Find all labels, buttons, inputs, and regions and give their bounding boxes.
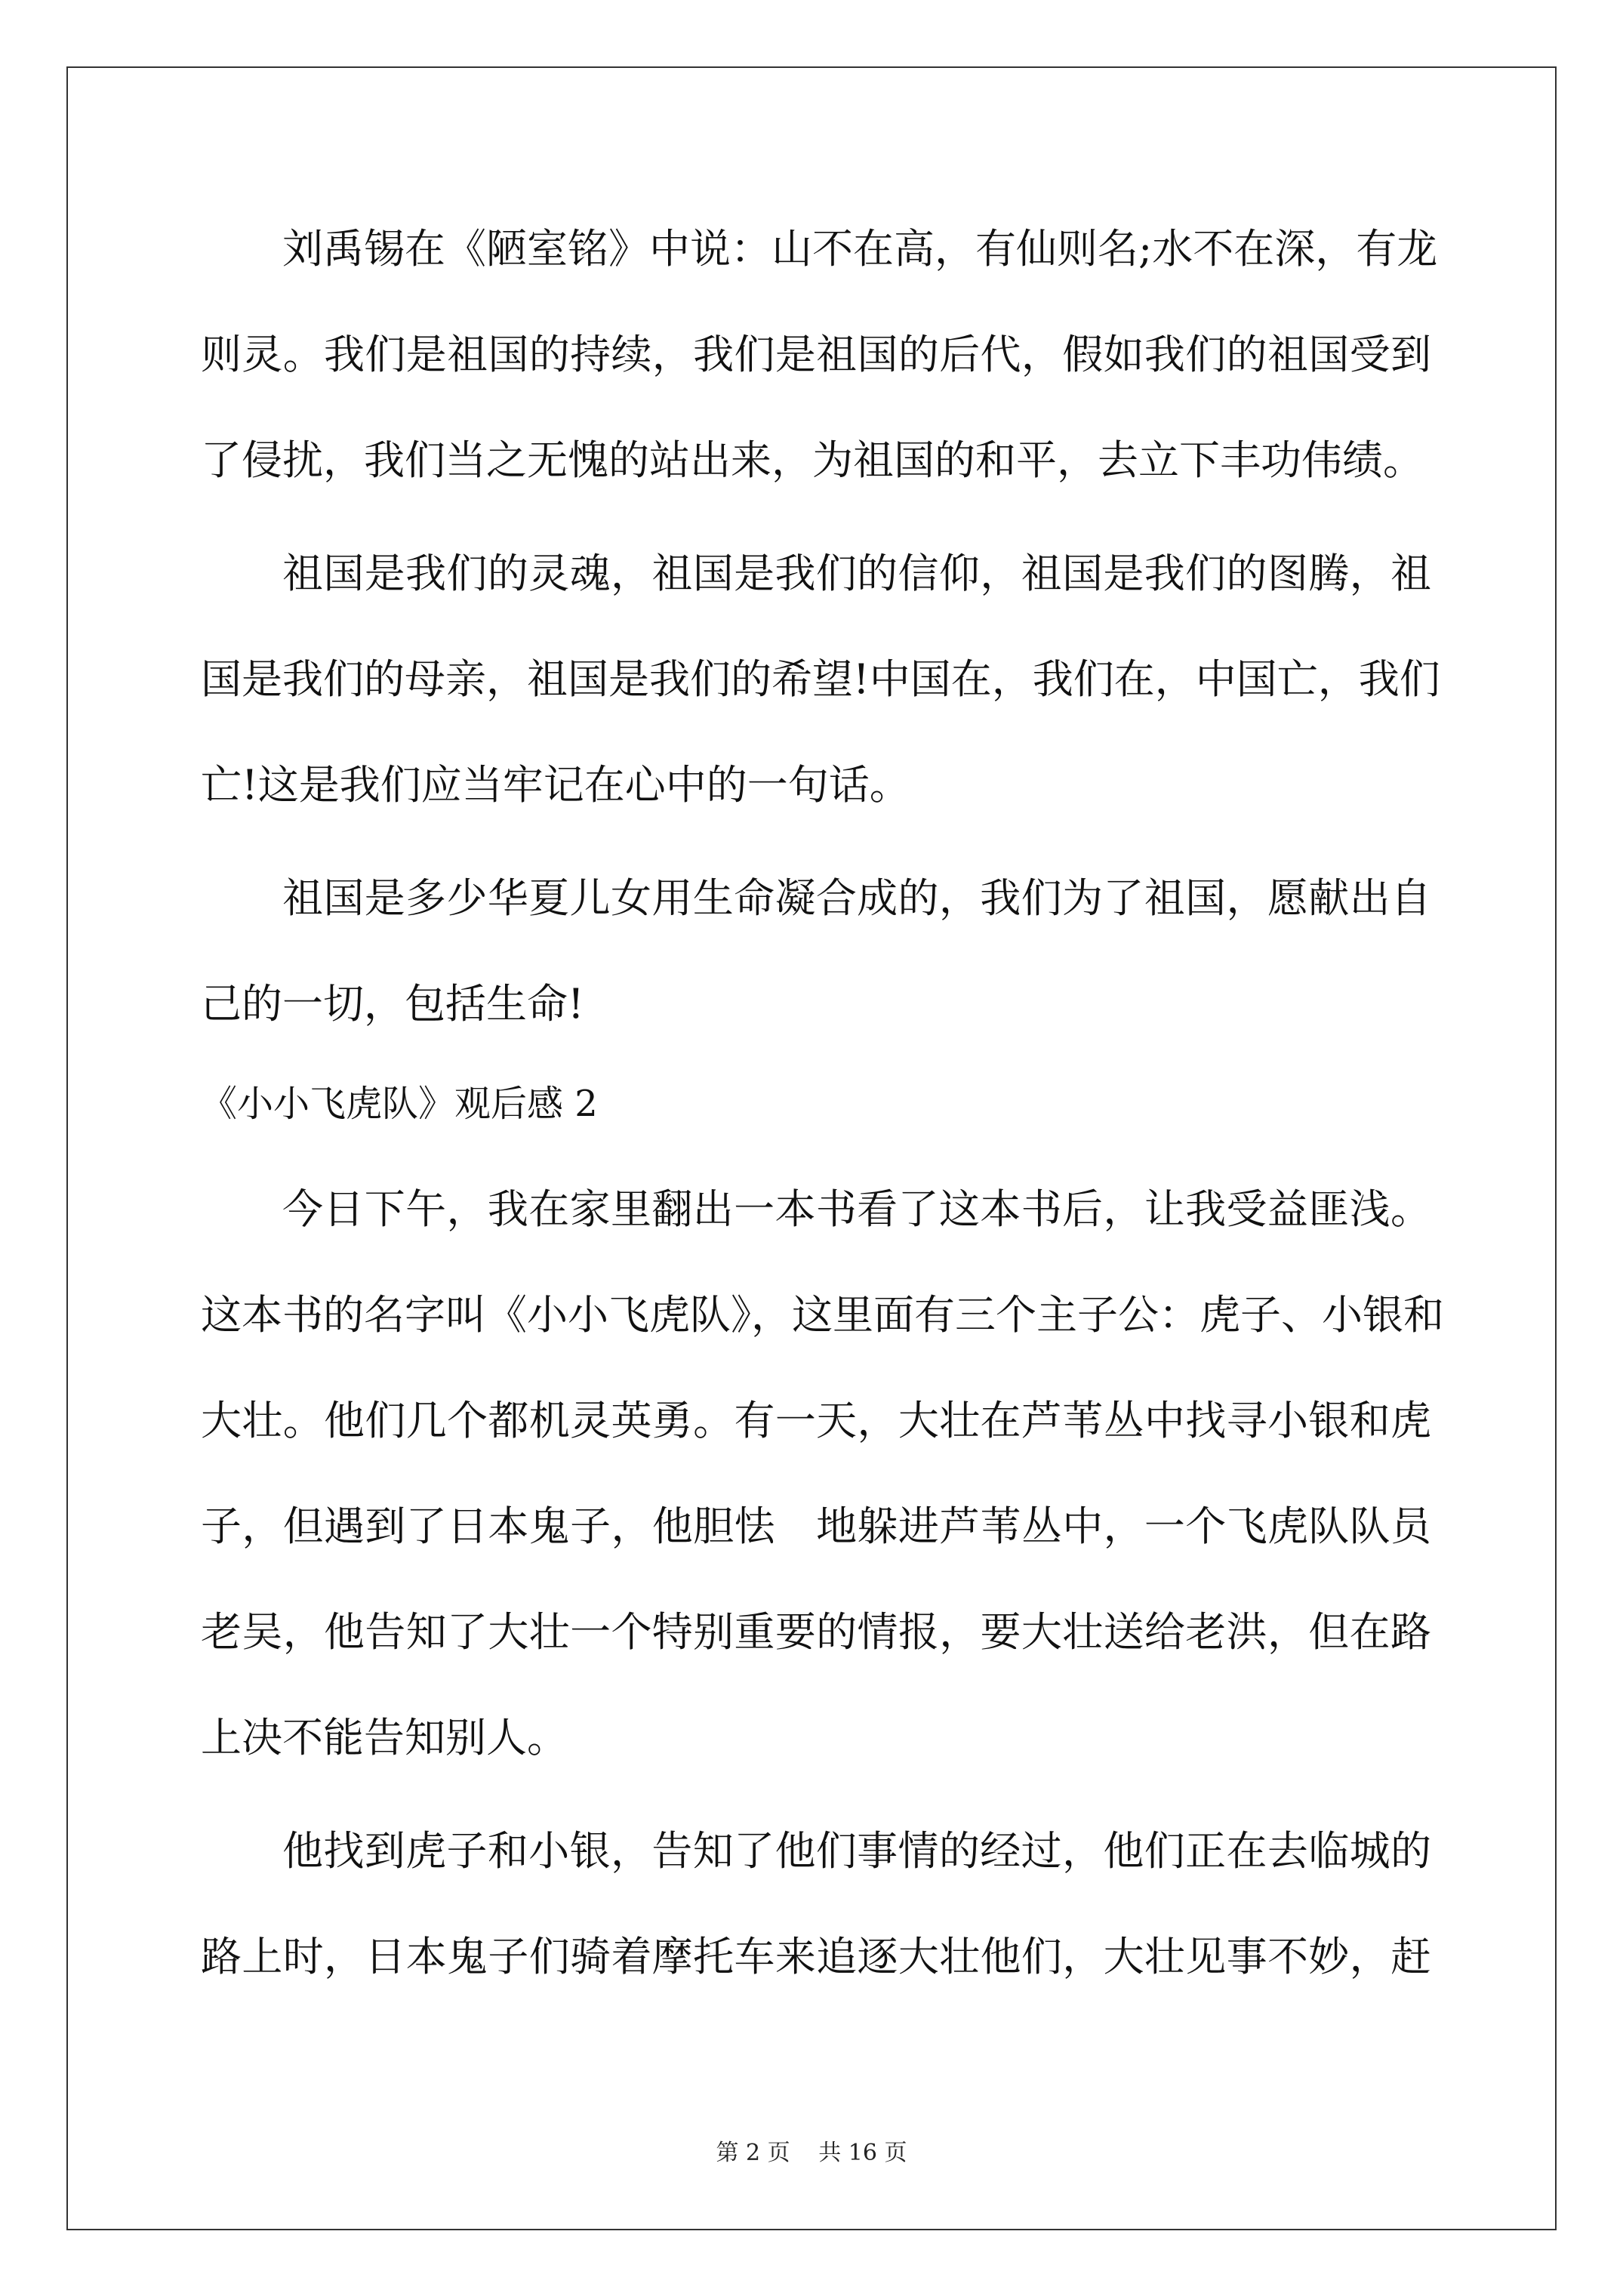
paragraph-5-line-1: 他找到虎子和小银，告知了他们事情的经过，他们正在去临城的	[282, 1827, 1431, 1875]
paragraph-1-line-2: 则灵。我们是祖国的持续，我们是祖国的后代，假如我们的祖国受到	[201, 331, 1431, 378]
paragraph-2-line-2: 国是我们的母亲，祖国是我们的希望!中国在，我们在，中国亡，我们	[201, 655, 1440, 703]
paragraph-4-line-6: 上决不能告知别人。	[201, 1714, 568, 1761]
paragraph-4-line-3: 大壮。他们几个都机灵英勇。有一天，大壮在芦苇丛中找寻小银和虎	[201, 1397, 1431, 1444]
paragraph-1-line-3: 了侵扰，我们当之无愧的站出来，为祖国的和平，去立下丰功伟绩。	[201, 436, 1424, 484]
paragraph-4-line-4: 子，但遇到了日本鬼子，他胆怯 地躲进芦苇丛中，一个飞虎队队员	[201, 1502, 1431, 1550]
paragraph-2-line-1: 祖国是我们的灵魂，祖国是我们的信仰，祖国是我们的图腾，祖	[282, 550, 1431, 597]
paragraph-4-line-5: 老吴，他告知了大壮一个特别重要的情报，要大壮送给老洪，但在路	[201, 1608, 1431, 1656]
paragraph-2-line-3: 亡!这是我们应当牢记在心中的一句话。	[201, 761, 910, 809]
paragraph-5-line-2: 路上时，日本鬼子们骑着摩托车来追逐大壮他们，大壮见事不妙，赶	[201, 1933, 1431, 1980]
paragraph-4-line-1: 今日下午，我在家里翻出一本书看了这本书后，让我受益匪浅。	[282, 1185, 1431, 1233]
page-total: 共 16 页	[818, 2140, 907, 2166]
paragraph-1-line-1: 刘禹锡在《陋室铭》中说：山不在高，有仙则名;水不在深，有龙	[282, 225, 1438, 273]
paragraph-4-line-2: 这本书的名字叫《小小飞虎队》，这里面有三个主子公：虎子、小银和	[201, 1291, 1444, 1339]
paragraph-3-line-1: 祖国是多少华夏儿女用生命凝合成的，我们为了祖国，愿献出自	[282, 874, 1431, 922]
page-footer	[0, 2138, 1623, 2168]
page-border	[66, 66, 1557, 2230]
section-heading: 《小小飞虎队》观后感 2	[201, 1083, 598, 1125]
paragraph-3-line-2: 己的一切，包括生命!	[201, 980, 584, 1028]
page-number: 第 2 页	[716, 2140, 790, 2166]
